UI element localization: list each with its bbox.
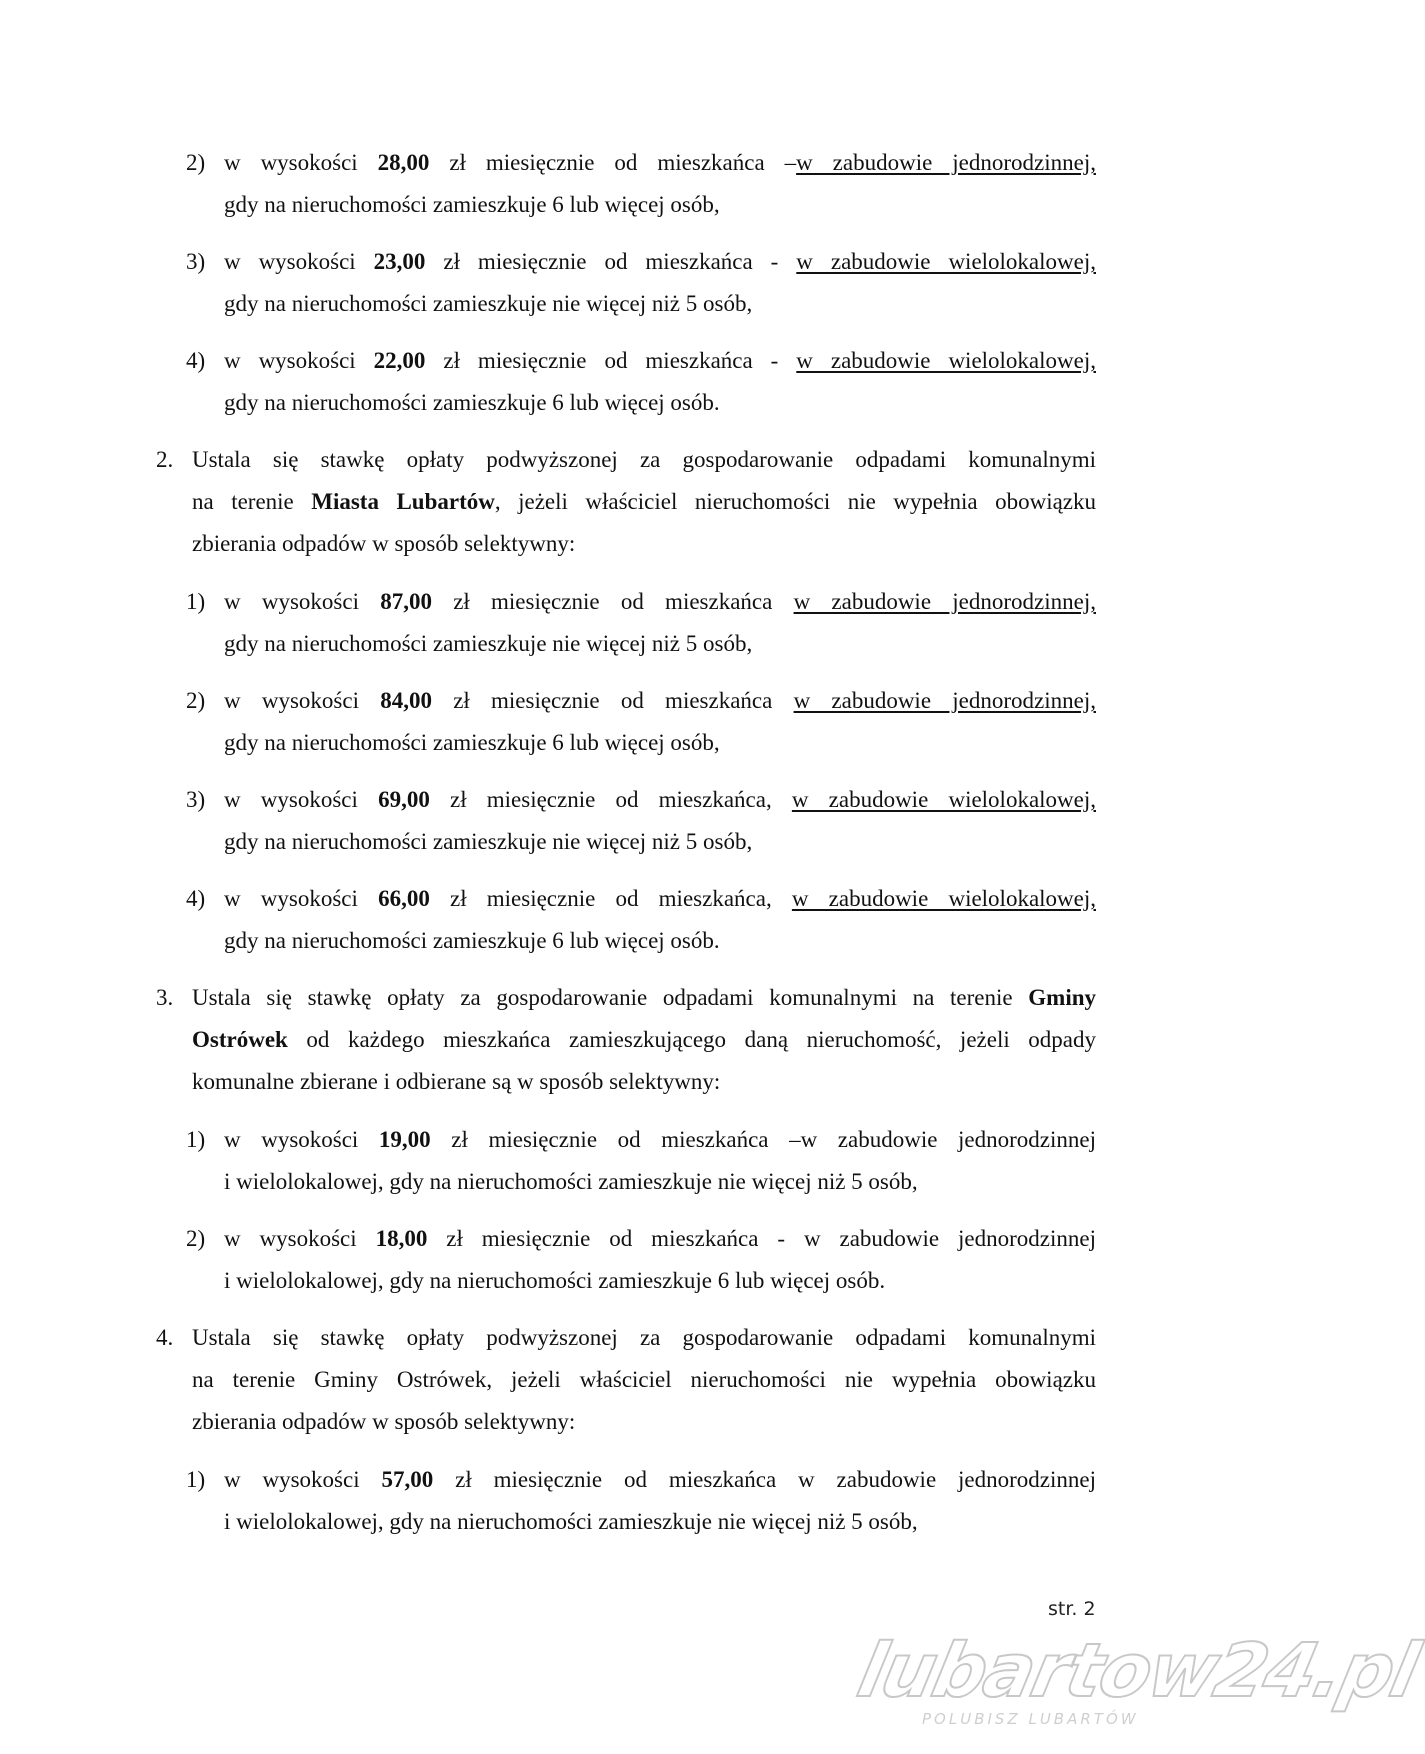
list-item-number: 2) — [186, 688, 206, 713]
list-item-line2: gdy na nieruchomości zamieszkuje nie więcej niż 5 osób, — [224, 291, 753, 316]
list-item-line: w wysokości 87,00 zł miesięcznie od mieszkańca w zabudowie jednorodzinnej, — [224, 589, 1096, 614]
amount: 19,00 — [378, 1127, 431, 1152]
list-item-line: w wysokości 69,00 zł miesięcznie od mieszkańca, w zabudowie wielolokalowej, — [224, 787, 1096, 812]
section-line: zbierania odpadów w sposób selektywny: — [192, 1409, 576, 1434]
list-item-line2: gdy na nieruchomości zamieszkuje nie więcej niż 5 osób, — [224, 631, 753, 656]
underlined-text: w zabudowie jednorodzinnej, — [793, 688, 1096, 713]
bold-place-name: Gminy — [1028, 985, 1096, 1010]
list-item-line2: gdy na nieruchomości zamieszkuje 6 lub więcej osób, — [224, 192, 720, 217]
section-number: 4. — [156, 1325, 174, 1350]
list-item-number: 2) — [186, 150, 206, 175]
list-item-line: w wysokości 66,00 zł miesięcznie od mieszkańca, w zabudowie wielolokalowej, — [224, 886, 1096, 911]
list-item-number: 1) — [186, 589, 206, 614]
list-item-line2: i wielolokalowej, gdy na nieruchomości zamieszkuje nie więcej niż 5 osób, — [224, 1169, 918, 1194]
list-item-line: w wysokości 28,00 zł miesięcznie od mieszkańca –w zabudowie jednorodzinnej, — [224, 150, 1096, 175]
section-line: Ustala się stawkę opłaty podwyższonej za gospodarowanie odpadami komunalnymi — [192, 447, 1096, 472]
amount: 18,00 — [375, 1226, 428, 1251]
section-line: Ustala się stawkę opłaty za gospodarowanie odpadami komunalnymi na terenie Gminy — [192, 985, 1096, 1010]
amount: 84,00 — [380, 688, 432, 713]
list-item-number: 3) — [186, 787, 206, 812]
underlined-text: w zabudowie wielolokalowej, — [796, 249, 1096, 274]
list-item-line2: gdy na nieruchomości zamieszkuje 6 lub więcej osób. — [224, 928, 720, 953]
list-item-line: w wysokości 18,00 zł miesięcznie od mieszkańca - w zabudowie jednorodzinnej — [224, 1226, 1096, 1251]
section-line: Ostrówek od każdego mieszkańca zamieszkującego daną nieruchomość, jeżeli odpady — [192, 1027, 1096, 1052]
list-item-line: w wysokości 23,00 zł miesięcznie od mieszkańca - w zabudowie wielolokalowej, — [224, 249, 1096, 274]
bold-place-name: Ostrówek — [192, 1027, 288, 1052]
list-item-number: 4) — [186, 348, 206, 373]
amount: 66,00 — [378, 886, 430, 911]
underlined-text: w zabudowie wielolokalowej, — [791, 886, 1096, 911]
list-item-line: w wysokości 57,00 zł miesięcznie od mieszkańca w zabudowie jednorodzinnej — [224, 1467, 1096, 1492]
list-item-line2: gdy na nieruchomości zamieszkuje 6 lub więcej osób, — [224, 730, 720, 755]
amount: 28,00 — [377, 150, 430, 175]
amount: 87,00 — [380, 589, 432, 614]
list-item-line: w wysokości 84,00 zł miesięcznie od mieszkańca w zabudowie jednorodzinnej, — [224, 688, 1096, 713]
watermark-logo — [850, 1628, 1425, 1738]
section-number: 2. — [156, 447, 174, 472]
underlined-text: w zabudowie jednorodzinnej, — [796, 150, 1096, 175]
section-line: na terenie Gminy Ostrówek, jeżeli właściciel nieruchomości nie wypełnia obowiązku — [192, 1367, 1096, 1392]
section-line: Ustala się stawkę opłaty podwyższonej za gospodarowanie odpadami komunalnymi — [192, 1325, 1096, 1350]
underlined-text: w zabudowie wielolokalowej, — [796, 348, 1096, 373]
list-item-line: w wysokości 22,00 zł miesięcznie od mieszkańca - w zabudowie wielolokalowej, — [224, 348, 1096, 373]
bold-place-name: Miasta Lubartów — [311, 489, 495, 514]
watermark-main-text: lubartow24.pl — [850, 1628, 1425, 1714]
amount: 23,00 — [373, 249, 426, 274]
watermark-slogan: POLUBISZ LUBARTÓW — [922, 1710, 1139, 1728]
list-item-number: 2) — [186, 1226, 206, 1251]
list-item-number: 3) — [186, 249, 206, 274]
list-item-number: 1) — [186, 1127, 206, 1152]
section-line: zbierania odpadów w sposób selektywny: — [192, 531, 576, 556]
list-item-number: 4) — [186, 886, 206, 911]
section-line: na terenie Miasta Lubartów, jeżeli właściciel nieruchomości nie wypełnia obowiązku — [192, 489, 1096, 514]
amount: 69,00 — [378, 787, 430, 812]
list-item-line2: gdy na nieruchomości zamieszkuje nie więcej niż 5 osób, — [224, 829, 753, 854]
amount: 57,00 — [381, 1467, 434, 1492]
list-item-number: 1) — [186, 1467, 206, 1492]
underlined-text: w zabudowie wielolokalowej, — [791, 787, 1096, 812]
section-number: 3. — [156, 985, 174, 1010]
list-item-line2: gdy na nieruchomości zamieszkuje 6 lub więcej osób. — [224, 390, 720, 415]
list-item-line2: i wielolokalowej, gdy na nieruchomości zamieszkuje nie więcej niż 5 osób, — [224, 1509, 918, 1534]
list-item-line2: i wielolokalowej, gdy na nieruchomości zamieszkuje 6 lub więcej osób. — [224, 1268, 886, 1293]
underlined-text: w zabudowie jednorodzinnej, — [793, 589, 1096, 614]
section-line: komunalne zbierane i odbierane są w sposób selektywny: — [192, 1069, 721, 1094]
page-number: str. 2 — [1048, 1598, 1096, 1620]
list-item-line: w wysokości 19,00 zł miesięcznie od mieszkańca –w zabudowie jednorodzinnej — [224, 1127, 1096, 1152]
amount: 22,00 — [373, 348, 426, 373]
